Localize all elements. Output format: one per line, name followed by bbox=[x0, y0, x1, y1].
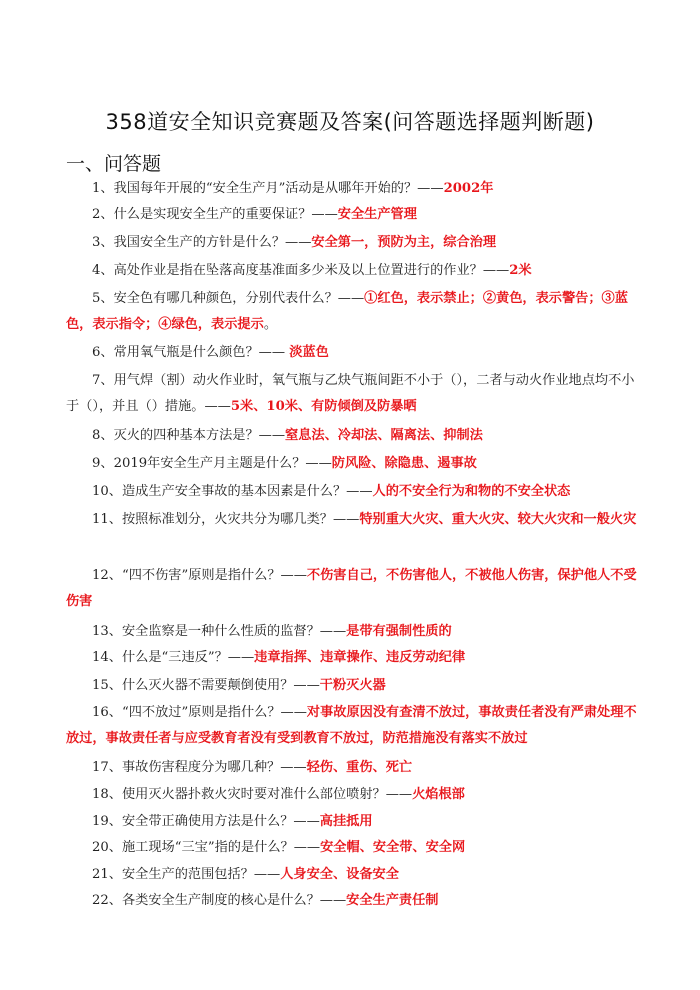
answer-text: 防风险、除隐患、遏事故 bbox=[331, 456, 477, 471]
question-text: 18、使用灭火器扑救火灾时要对准什么部位喷射？—— bbox=[92, 787, 413, 802]
answer-text: 安全第一，预防为主，综合治理 bbox=[311, 235, 497, 250]
answer-text: 安全生产管理 bbox=[337, 207, 417, 222]
question-text: 11、按照标准划分，火灾共分为哪几类？—— bbox=[92, 512, 360, 527]
answer-text: ①红色，表示禁止；②黄色，表示警告；③蓝色，表示指令；④绿色，表示提示 bbox=[66, 291, 628, 332]
answer-text: 对事故原因没有查清不放过，事故责任者没有严肃处理不放过，事故责任者与应受教育者没有受到教育不放过，防范措施没有落实不放过 bbox=[66, 705, 637, 746]
qa-item-5 bbox=[66, 286, 641, 338]
question-text: 12、“四不伤害”原则是指什么？—— bbox=[92, 568, 307, 583]
question-text: 10、造成生产安全事故的基本因素是什么？—— bbox=[92, 484, 373, 499]
answer-text: 2米 bbox=[509, 263, 532, 278]
question-text: 16、“四不放过”原则是指什么？—— bbox=[92, 705, 307, 720]
answer-text: 特别重大火灾、重大火灾、较大火灾和一般火灾 bbox=[359, 512, 637, 527]
question-text: 13、安全监察是一种什么性质的监督？—— bbox=[92, 624, 347, 639]
qa-item-19 bbox=[66, 809, 641, 835]
qa-item-1 bbox=[66, 176, 641, 202]
document-title: 358道安全知识竞赛题及答案(问答题选择题判断题) bbox=[105, 110, 595, 134]
answer-text: 违章指挥、违章操作、违反劳动纪律 bbox=[254, 650, 466, 665]
answer-text: 人的不安全行为和物的不安全状态 bbox=[372, 484, 571, 499]
answer-text: 火焰根部 bbox=[412, 787, 465, 802]
answer-text: 淡蓝色 bbox=[289, 345, 329, 360]
qa-item-7 bbox=[66, 368, 641, 420]
question-text: 15、什么灭火器不需要颠倒使用？—— bbox=[92, 678, 320, 693]
question-text: 19、安全带正确使用方法是什么？—— bbox=[92, 814, 320, 829]
answer-text: 5米、10米、有防倾倒及防暴晒 bbox=[230, 399, 417, 414]
answer-text: 是带有强制性质的 bbox=[346, 624, 452, 639]
qa-item-16 bbox=[66, 700, 641, 752]
qa-item-9 bbox=[66, 451, 641, 477]
section-heading: 一、问答题 bbox=[66, 153, 162, 175]
question-text: 2、什么是实现安全生产的重要保证？—— bbox=[92, 207, 338, 222]
answer-tail: 。 bbox=[263, 317, 277, 332]
qa-item-6 bbox=[66, 340, 641, 366]
question-text: 1、我国每年开展的“安全生产月”活动是从哪年开始的？—— bbox=[92, 181, 444, 196]
answer-text: 不伤害自己，不伤害他人，不被他人伤害，保护他人不受伤害 bbox=[66, 568, 637, 609]
question-text: 22、各类安全生产制度的核心是什么？—— bbox=[92, 893, 347, 908]
qa-item-10 bbox=[66, 479, 641, 505]
answer-text: 窒息法、冷却法、隔离法、抑制法 bbox=[285, 428, 483, 443]
qa-item-11 bbox=[66, 507, 641, 533]
qa-item-21 bbox=[66, 862, 641, 888]
question-text: 14、什么是“三违反”？—— bbox=[92, 650, 255, 665]
answer-text: 安全生产责任制 bbox=[346, 893, 439, 908]
question-text: 5、安全色有哪几种颜色，分别代表什么？—— bbox=[92, 291, 365, 306]
question-text: 6、常用氧气瓶是什么颜色？—— bbox=[92, 345, 290, 360]
answer-text: 高挂抵用 bbox=[319, 814, 373, 829]
qa-item-22 bbox=[66, 888, 641, 914]
answer-text: 2002年 bbox=[443, 181, 494, 196]
answer-text: 轻伤、重伤、死亡 bbox=[306, 760, 413, 775]
question-text: 20、施工现场“三宝”指的是什么？—— bbox=[92, 840, 321, 855]
qa-item-8 bbox=[66, 423, 641, 449]
question-text: 7、用气焊（割）动火作业时，氧气瓶与乙炔气瓶间距不小于（），二者与动火作业地点均不小于（），并且（）措施。—— bbox=[66, 373, 635, 414]
qa-item-13 bbox=[66, 619, 641, 645]
question-text: 3、我国安全生产的方针是什么？—— bbox=[92, 235, 312, 250]
question-text: 4、高处作业是指在坠落高度基准面多少米及以上位置进行的作业？—— bbox=[92, 263, 510, 278]
question-text: 8、灭火的四种基本方法是？—— bbox=[92, 428, 286, 443]
answer-text: 人身安全、设备安全 bbox=[280, 867, 399, 882]
qa-item-4 bbox=[66, 258, 641, 284]
qa-item-15 bbox=[66, 673, 641, 699]
question-text: 21、安全生产的范围包括？—— bbox=[92, 867, 281, 882]
qa-item-12 bbox=[66, 563, 641, 615]
qa-item-20 bbox=[66, 835, 641, 861]
question-text: 9、2019年安全生产月主题是什么？—— bbox=[92, 456, 332, 471]
answer-text: 干粉灭火器 bbox=[319, 678, 386, 693]
qa-item-3 bbox=[66, 230, 641, 256]
qa-item-18 bbox=[66, 782, 641, 808]
qa-item-17 bbox=[66, 755, 641, 781]
qa-item-14 bbox=[66, 645, 641, 671]
answer-text: 安全帽、安全带、安全网 bbox=[320, 840, 466, 855]
qa-item-2 bbox=[66, 202, 641, 228]
question-text: 17、事故伤害程度分为哪几种？—— bbox=[92, 760, 307, 775]
